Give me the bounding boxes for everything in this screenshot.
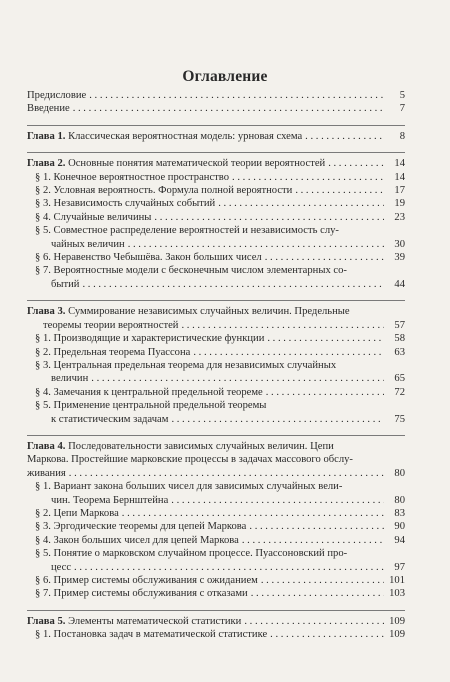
section-number: § 7. xyxy=(35,265,51,277)
page-number: 5 xyxy=(399,90,405,101)
section-number: § 5. xyxy=(35,400,51,412)
entry-text: Элементы математической статистики xyxy=(68,615,242,627)
entry-text-line-1: Понятие о марковском случайном процессе. Пуассоновский про- xyxy=(53,548,348,560)
entry-text-line-1: Вероятностные модели с бесконечным числом элементарных со- xyxy=(53,265,347,277)
toc-entry-section[interactable] xyxy=(27,211,405,224)
page-number: 75 xyxy=(394,413,405,425)
page-number: 17 xyxy=(394,185,405,197)
toc-entry-section[interactable] xyxy=(27,332,405,345)
page-number: 14 xyxy=(394,171,405,183)
entry-text-line-1: Суммирование независимых случайных величин. Предельные xyxy=(68,306,350,318)
toc-entry-section[interactable] xyxy=(27,587,405,600)
chapter-label: Глава 4. xyxy=(27,440,66,452)
page-number: 109 xyxy=(389,629,405,641)
page-number: 7 xyxy=(399,103,405,115)
section-number: § 1. xyxy=(35,171,51,183)
entry-text: Цепи Маркова xyxy=(53,507,119,519)
entry-text-line-2: цесс xyxy=(51,561,72,573)
entry-text-line-1: Совместное распределение вероятностей и независимость слу- xyxy=(53,225,339,237)
page-number: 80 xyxy=(394,467,405,479)
entry-text: Независимость случайных событий xyxy=(53,198,216,210)
entry-text: Предельная теорема Пуассона xyxy=(53,346,191,358)
page-number: 94 xyxy=(394,534,405,546)
entry-text-line-3: живания xyxy=(27,467,66,479)
page-number: 101 xyxy=(389,575,405,586)
chapter-label: Глава 5. xyxy=(27,615,66,627)
section-number: § 6. xyxy=(35,252,51,264)
toc-entry-section[interactable] xyxy=(27,520,405,533)
toc-entry-section[interactable] xyxy=(27,359,405,386)
page-number: 83 xyxy=(394,507,405,519)
entry-text-line-1: Центральная предельная теорема для независимых случайных xyxy=(53,359,337,371)
page-number: 72 xyxy=(394,386,405,398)
entry-text-line-2: бытий xyxy=(51,278,80,290)
toc-entry-chapter-2[interactable] xyxy=(27,157,405,170)
entry-text: Замечания к центральной предельной теореме xyxy=(53,386,263,398)
page-number: 23 xyxy=(394,211,405,223)
page-number: 57 xyxy=(394,319,405,331)
page-number: 39 xyxy=(394,252,405,264)
page-number: 58 xyxy=(394,333,405,345)
toc-entry-section[interactable] xyxy=(27,197,405,210)
entry-text-line-1: Применение центральной предельной теоремы xyxy=(53,400,267,412)
page-number: 90 xyxy=(394,521,405,533)
entry-text: Предисловие xyxy=(27,90,87,101)
entry-text: Конечное вероятностное пространство xyxy=(53,171,230,183)
chapter-label: Глава 3. xyxy=(27,306,66,318)
page-number: 14 xyxy=(394,158,405,170)
section-number: § 2. xyxy=(35,507,51,519)
page-number: 103 xyxy=(389,588,405,600)
entry-text: Пример системы обслуживания с ожиданием xyxy=(53,575,258,586)
toc-entry-introduction[interactable] xyxy=(27,102,405,115)
entry-text: Закон больших чисел для цепей Маркова xyxy=(53,534,239,546)
toc-entry-preface[interactable] xyxy=(27,89,405,102)
page-number: 44 xyxy=(394,278,405,290)
entry-text: Постановка задач в математической статистике xyxy=(53,629,268,641)
table-of-contents xyxy=(27,89,405,642)
page-number: 63 xyxy=(394,346,405,358)
section-number: § 6. xyxy=(35,575,51,586)
entry-text: Классическая вероятностная модель: урновая схема xyxy=(68,130,303,142)
section-number: § 5. xyxy=(35,225,51,237)
section-number: § 7. xyxy=(35,588,51,600)
toc-entry-section[interactable] xyxy=(27,264,405,291)
page-number: 65 xyxy=(394,373,405,385)
toc-entry-section[interactable] xyxy=(27,574,405,587)
toc-entry-chapter-4[interactable] xyxy=(27,440,405,480)
section-number: § 3. xyxy=(35,359,51,371)
section-number: § 4. xyxy=(35,211,51,223)
entry-text: Условная вероятность. Формула полной вероятности xyxy=(53,185,293,197)
toc-entry-section[interactable] xyxy=(27,507,405,520)
entry-text-line-2: теоремы теории вероятностей xyxy=(43,319,179,331)
entry-text: Производящие и характеристические функции xyxy=(53,333,265,345)
section-number: § 1. xyxy=(35,333,51,345)
page-number: 8 xyxy=(399,130,405,142)
section-number: § 5. xyxy=(35,548,51,560)
toc-entry-section[interactable] xyxy=(27,346,405,359)
entry-text: Пример системы обслуживания с отказами xyxy=(53,588,248,600)
chapter-label: Глава 2. xyxy=(27,158,66,170)
toc-entry-section[interactable] xyxy=(27,547,405,574)
toc-entry-chapter-5[interactable] xyxy=(27,615,405,628)
section-number: § 1. xyxy=(35,629,51,641)
page-number: 109 xyxy=(389,615,405,627)
toc-entry-section[interactable] xyxy=(27,534,405,547)
toc-entry-chapter-3[interactable] xyxy=(27,305,405,332)
entry-text: Введение xyxy=(27,103,70,115)
entry-text: Основные понятия математической теории вероятностей xyxy=(68,158,326,170)
section-number: § 4. xyxy=(35,386,51,398)
entry-text: Неравенство Чебышёва. Закон больших чисел xyxy=(53,252,262,264)
page-number: 30 xyxy=(394,238,405,250)
toc-entry-section[interactable] xyxy=(27,480,405,507)
section-number: § 2. xyxy=(35,346,51,358)
entry-text-line-2: чайных величин xyxy=(51,238,125,250)
entry-text-line-2: Маркова. Простейшие марковские процессы в задачах массового обслу- xyxy=(27,454,353,466)
toc-entry-section[interactable] xyxy=(27,399,405,426)
entry-text-line-2: к статистическим задачам xyxy=(51,413,169,425)
section-number: § 1. xyxy=(35,481,51,493)
entry-text-line-1: Вариант закона больших чисел для зависимых случайных вели- xyxy=(53,481,343,493)
section-number: § 3. xyxy=(35,521,51,533)
section-number: § 3. xyxy=(35,198,51,210)
page-number: 80 xyxy=(394,494,405,506)
section-number: § 4. xyxy=(35,534,51,546)
toc-entry-section[interactable] xyxy=(27,171,405,184)
toc-entry-section[interactable] xyxy=(27,251,405,264)
toc-entry-section[interactable] xyxy=(27,184,405,197)
entry-text-line-2: величин xyxy=(51,373,89,385)
chapter-label: Глава 1. xyxy=(27,130,66,142)
entry-text: Эргодические теоремы для цепей Маркова xyxy=(53,521,247,533)
entry-text-line-1: Последовательности зависимых случайных величин. Цепи xyxy=(68,440,334,452)
page-number: 97 xyxy=(394,561,405,573)
section-number: § 2. xyxy=(35,185,51,197)
toc-entry-section[interactable] xyxy=(27,386,405,399)
toc-entry-section[interactable] xyxy=(27,224,405,251)
page-title: Оглавление xyxy=(182,68,268,85)
entry-text: Случайные величины xyxy=(53,211,152,223)
toc-entry-section[interactable] xyxy=(27,628,405,641)
page-number: 19 xyxy=(394,198,405,210)
entry-text-line-2: чин. Теорема Бернштейна xyxy=(51,494,169,506)
toc-entry-chapter-1[interactable] xyxy=(27,130,405,143)
